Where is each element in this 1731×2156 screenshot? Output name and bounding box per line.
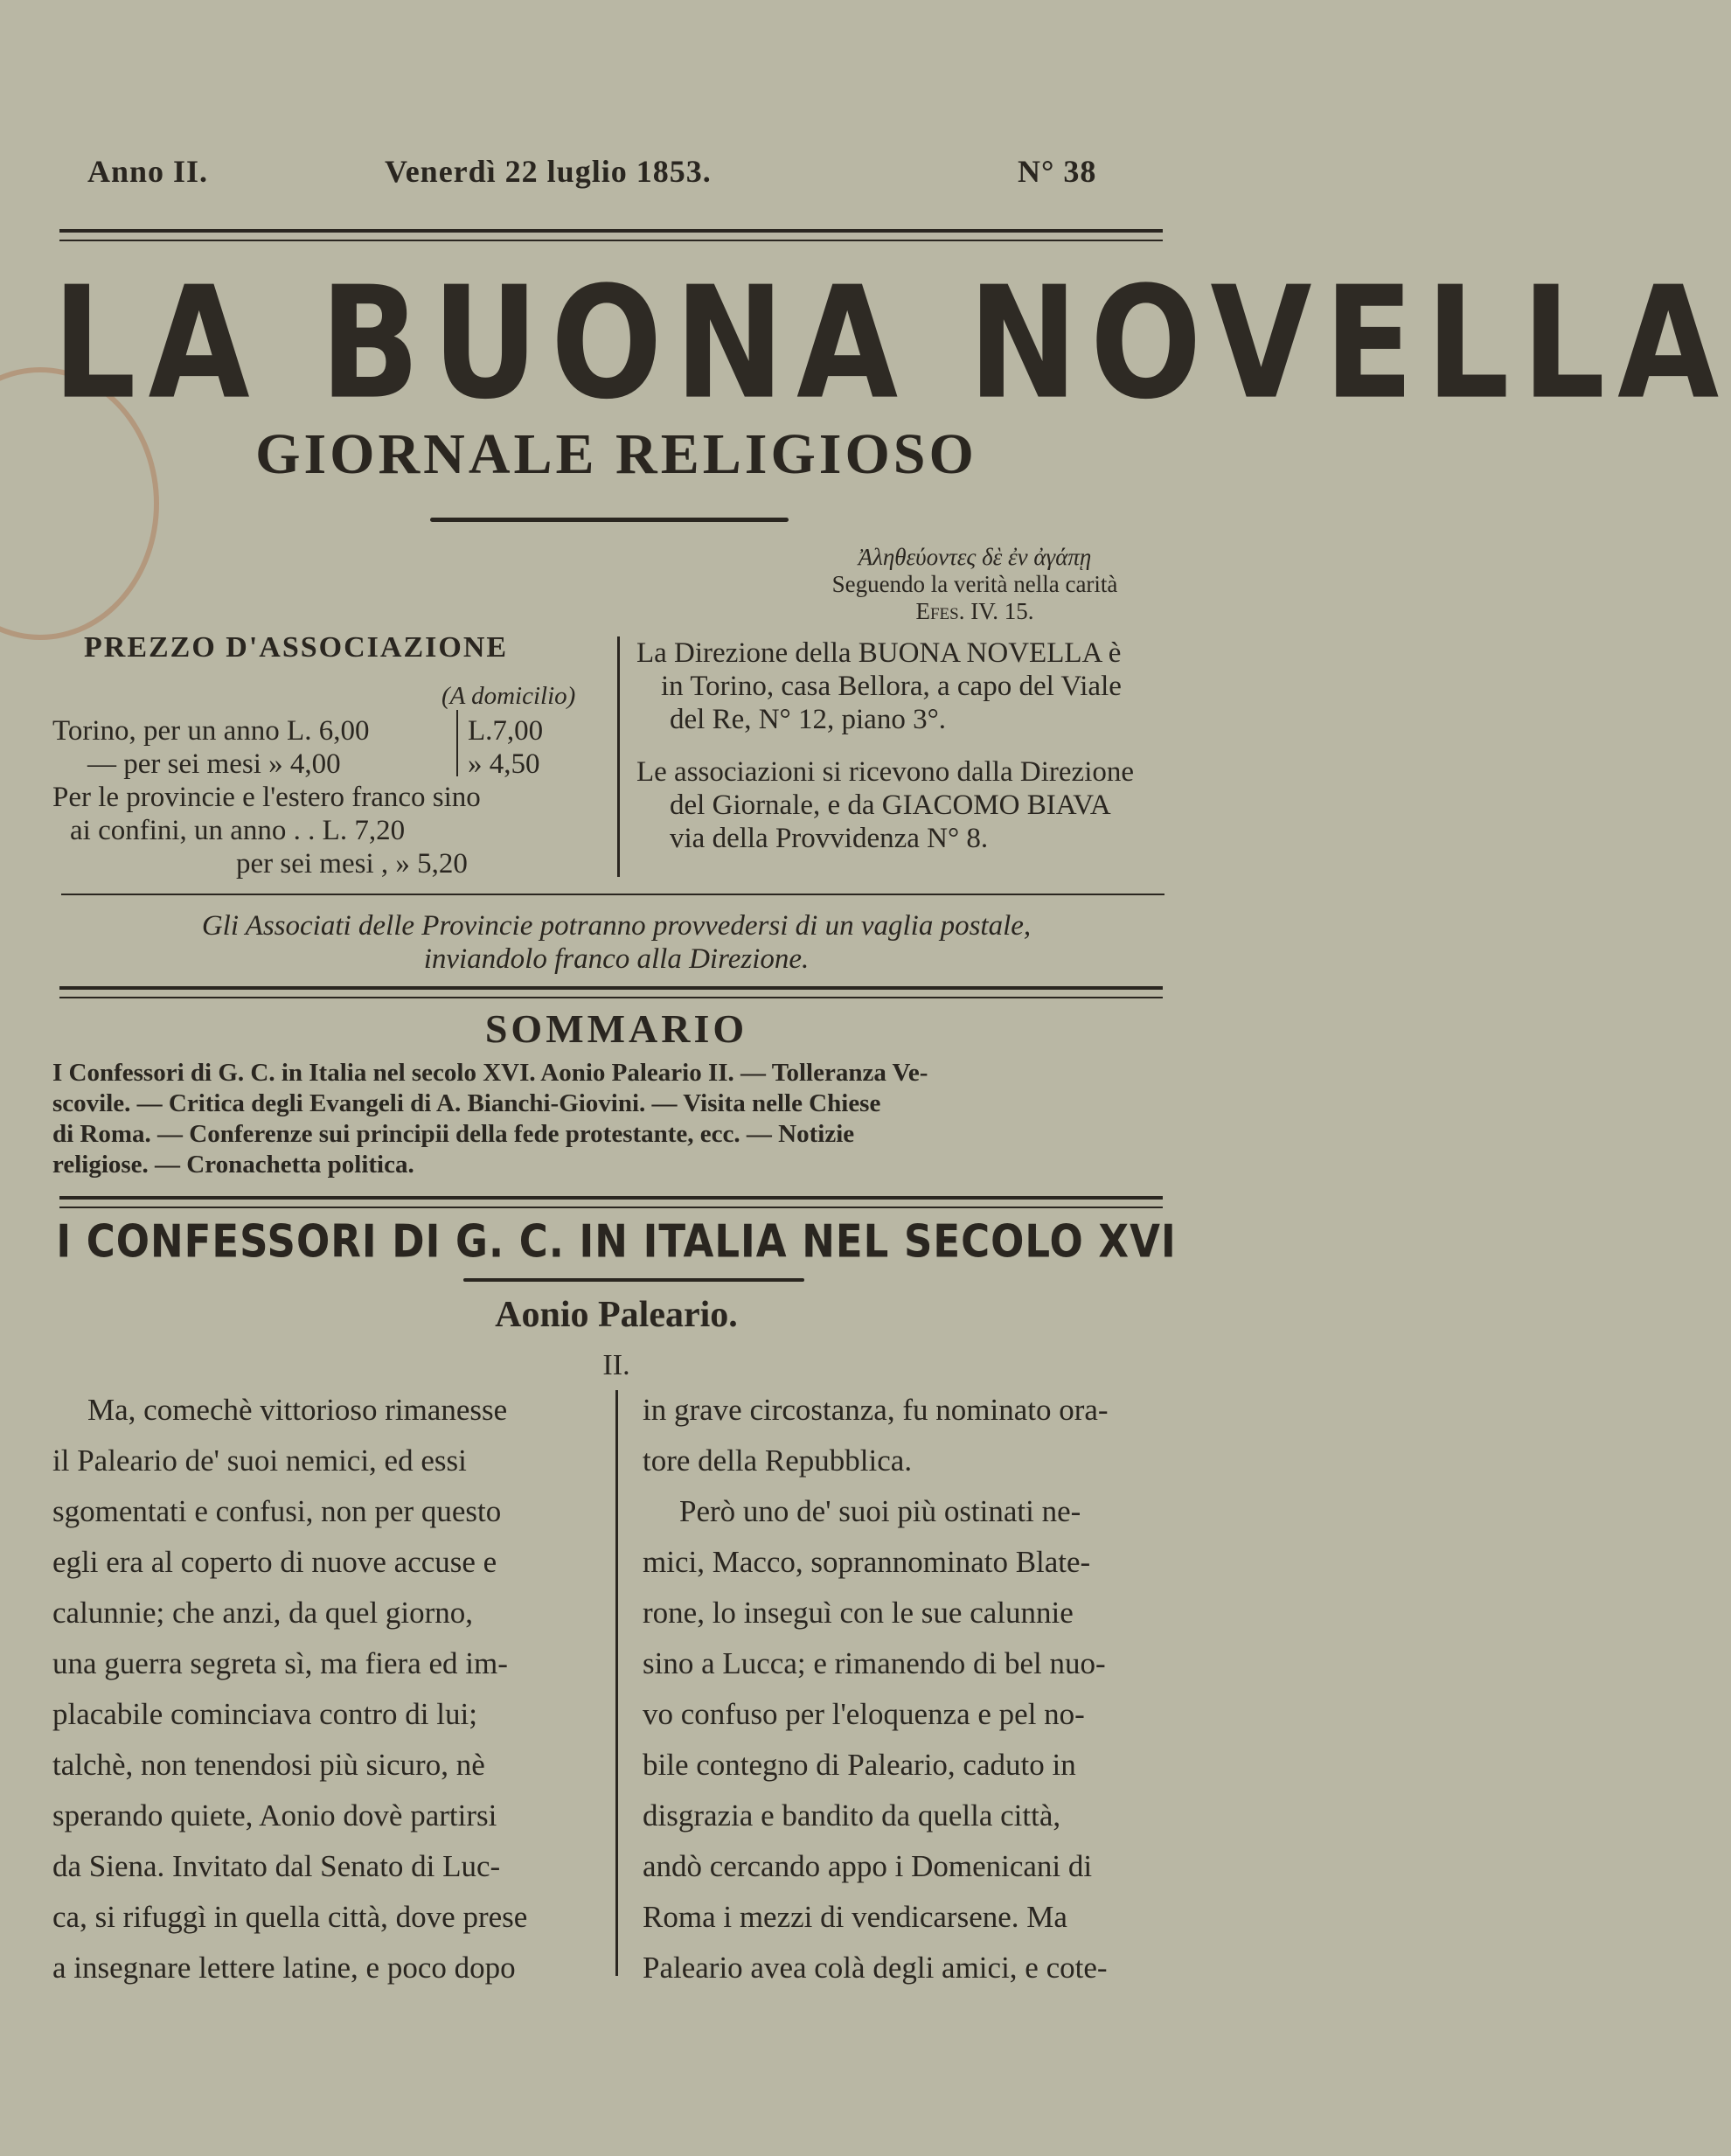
article-subtitle: Aonio Paleario. [495,1295,738,1335]
sommario-rule [59,986,1163,998]
price-row: » 4,50 [468,748,540,780]
text-line: ca, si rifuggì in quella città, dove prese [52,1900,528,1934]
text-line: talchè, non tenendosi più sicuro, nè [52,1748,485,1782]
text-line: sgomentati e confusi, non per questo [52,1494,502,1528]
note-line: Gli Associati delle Provincie potranno provvedersi di un vaglia postale, [201,910,1032,942]
text-line: egli era al coperto di nuove accuse e [52,1545,497,1579]
epigraph-greek: Ἀληθεύοντες δὲ ἐν ἀγάπῃ [858,544,1092,570]
price-row: ai confini, un anno . . L. 7,20 [70,815,406,846]
issue-number: N° 38 [1018,154,1097,189]
article-part: II. [602,1349,630,1381]
price-row: Per le provincie e l'estero franco sino [52,782,481,813]
text-line: andò cercando appo i Domenicani di [643,1849,1093,1883]
price-row: L.7,00 [468,715,544,747]
direzione-info [636,636,1187,855]
text-line: una guerra segreta sì, ma fiera ed im- [52,1646,508,1680]
sommario-line: di Roma. — Conferenze sui principii della fede protestante, ecc. — Notizie [52,1120,855,1148]
epigraph-reference: Efes. IV. 15. [915,598,1034,624]
direzione-line: del Giornale, e da GIACOMO BIAVA [670,789,1111,821]
price-divider [456,710,458,776]
sommario-title: SOMMARIO [484,1006,748,1051]
price-row: per sei mesi , » 5,20 [236,848,468,880]
text-line: sperando quiete, Aonio dovè partirsi [52,1798,497,1833]
text-line: vo confuso per l'eloquenza e pel no- [643,1697,1085,1731]
masthead-ornament [430,518,789,522]
article-ornament [463,1278,804,1282]
masthead-title: LA BUONA NOVELLA [52,254,1731,435]
article-column-left [52,1385,594,1993]
text-line: sino a Lucca; e rimanendo di bel nuo- [643,1646,1106,1680]
issue-date: Venerdì 22 luglio 1853. [385,154,712,189]
price-domicilio: (A domicilio) [441,682,576,710]
text-line: disgrazia e bandito da quella città, [643,1798,1061,1833]
price-title: PREZZO D'ASSOCIAZIONE [84,631,509,664]
column-divider-top [617,636,620,877]
text-line: da Siena. Invitato dal Senato di Luc- [52,1849,501,1883]
note-line: inviandolo franco alla Direzione. [423,943,810,975]
column-divider-article [615,1390,618,1976]
text-line: tore della Repubblica. [643,1443,913,1478]
text-line: a insegnare lettere latine, e poco dopo [52,1951,516,1985]
masthead-subtitle: GIORNALE RELIGIOSO [255,422,977,486]
text-line: placabile cominciava contro di lui; [52,1697,477,1731]
sommario-line: scovile. — Critica degli Evangeli di A. Bianchi-Giovini. — Visita nelle Chiese [52,1089,881,1117]
text-line: Roma i mezzi di vendicarsene. Ma [643,1900,1067,1934]
text-line: il Paleario de' suoi nemici, ed essi [52,1443,467,1478]
direzione-line: La Direzione della BUONA NOVELLA è [636,637,1122,669]
sommario-list [52,1058,1180,1180]
text-line: in grave circostanza, fu nominato ora- [643,1393,1109,1427]
text-line: Paleario avea colà degli amici, e cote- [643,1951,1108,1985]
article-column-right [643,1385,1185,1993]
text-line: Però uno de' suoi più ostinati ne- [679,1494,1081,1528]
text-line: Ma, comechè vittorioso rimanesse [87,1393,508,1427]
text-line: calunnie; che anzi, da quel giorno, [52,1596,474,1630]
price-row: Torino, per un anno L. 6,00 [52,715,370,747]
header-rule [59,229,1163,241]
text-line: mici, Macco, soprannominato Blate- [643,1545,1091,1579]
epigraph [769,544,1180,625]
text-line: bile contegno di Paleario, caduto in [643,1748,1076,1782]
subscription-note [52,909,1180,976]
article-rule [59,1196,1163,1208]
sommario-line: I Confessori di G. C. in Italia nel secolo XVI. Aonio Paleario II. — Tolleranza Ve- [52,1059,928,1087]
direzione-line: via della Provvidenza N° 8. [670,823,989,854]
sommario-line: religiose. — Cronachetta politica. [52,1151,414,1179]
text-line: rone, lo inseguì con le sue calunnie [643,1596,1074,1630]
epigraph-italian: Seguendo la verità nella carità [831,571,1118,597]
note-rule [61,894,1164,895]
direzione-line: in Torino, casa Bellora, a capo del Viale [661,671,1122,702]
direzione-line: del Re, N° 12, piano 3°. [670,704,947,735]
issue-year: Anno II. [87,154,209,189]
direzione-line: Le associazioni si ricevono dalla Direzione [636,756,1135,788]
article-title: I CONFESSORI DI G. C. IN ITALIA NEL SECOLO XVI [56,1214,1177,1268]
price-row: — per sei mesi » 4,00 [87,748,341,780]
